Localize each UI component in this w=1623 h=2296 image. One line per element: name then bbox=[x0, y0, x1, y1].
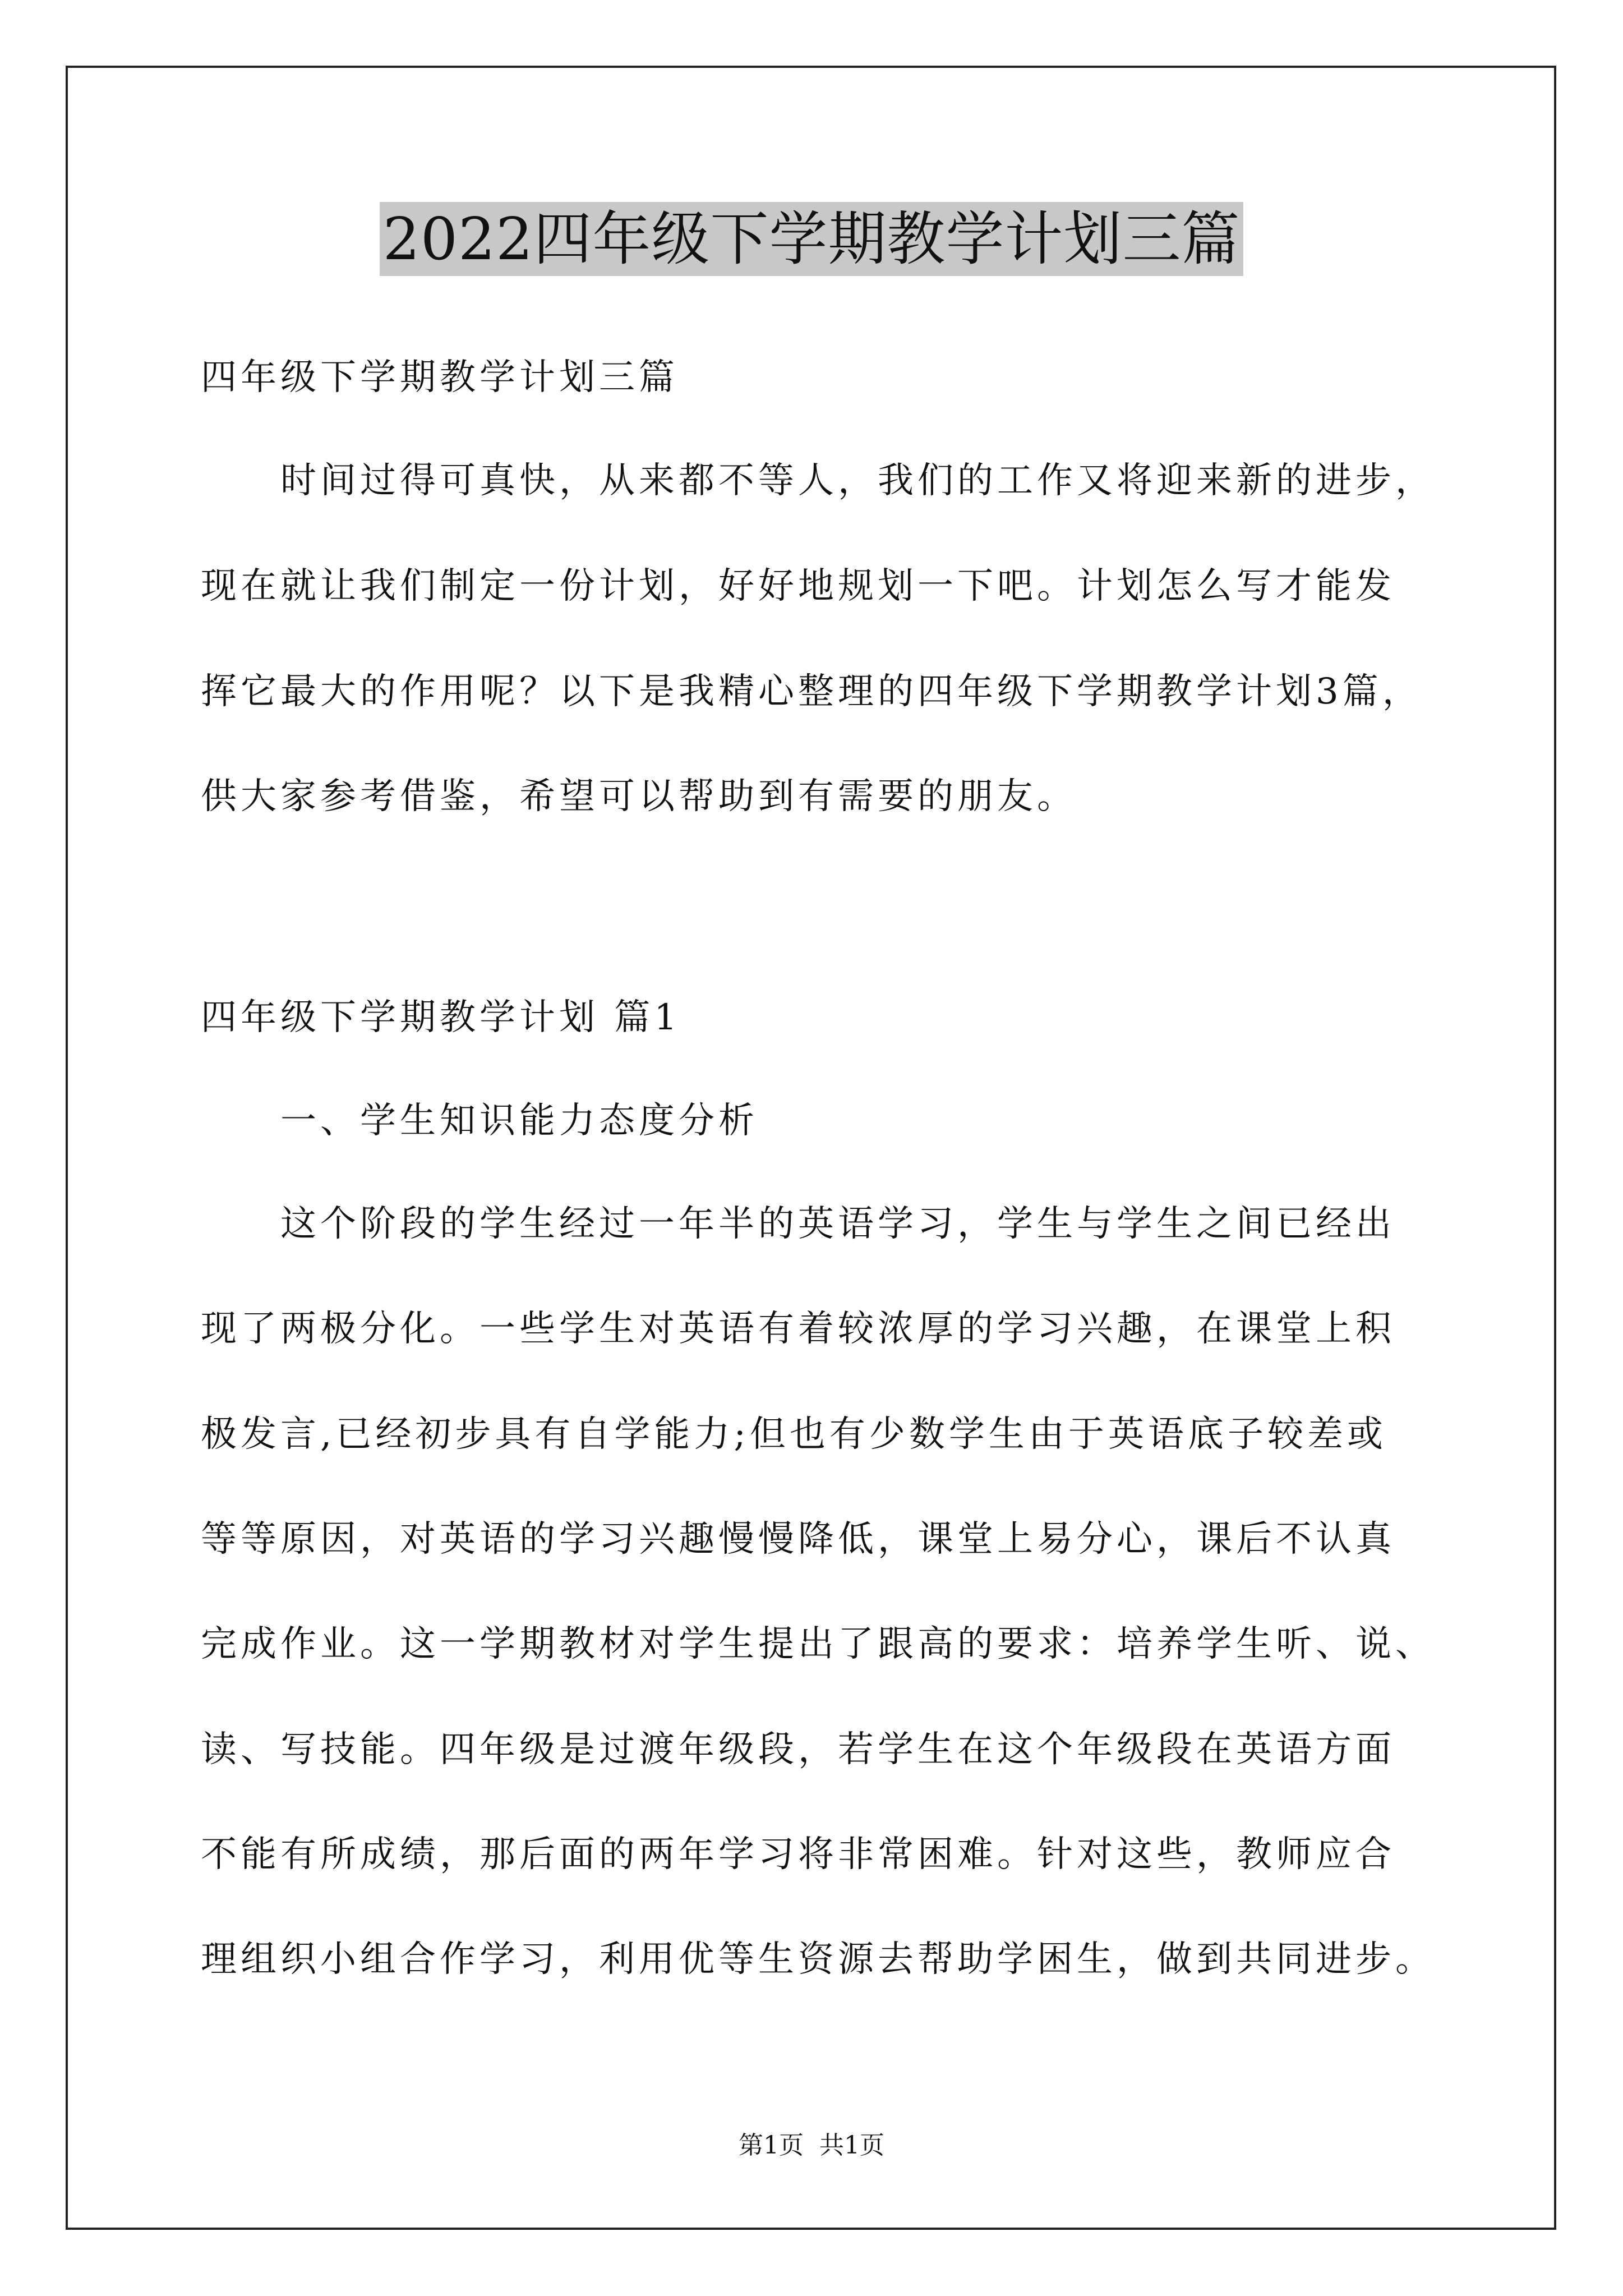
body-line-1: 这个阶段的学生经过一年半的英语学习，学生与学生之间已经出 bbox=[280, 1203, 1395, 1245]
body-line-7: 不能有所成绩，那后面的两年学习将非常困难。针对这些，教师应合 bbox=[201, 1834, 1395, 1875]
intro-line-4: 供大家参考借鉴，希望可以帮助到有需要的朋友。 bbox=[201, 776, 1077, 817]
intro-line-1: 时间过得可真快，从来都不等人，我们的工作又将迎来新的进步， bbox=[280, 460, 1435, 501]
body-line-2: 现了两极分化。一些学生对英语有着较浓厚的学习兴趣，在课堂上积 bbox=[201, 1308, 1395, 1350]
body-line-8: 理组织小组合作学习，利用优等生资源去帮助学困生，做到共同进步。 bbox=[201, 1939, 1435, 1980]
body-line-4: 等等原因，对英语的学习兴趣慢慢降低，课堂上易分心，课后不认真 bbox=[201, 1519, 1395, 1560]
body-line-5: 完成作业。这一学期教材对学生提出了跟高的要求：培养学生听、说、 bbox=[201, 1623, 1435, 1665]
intro-line-2: 现在就让我们制定一份计划，好好地规划一下吧。计划怎么写才能发 bbox=[201, 565, 1395, 607]
title-container bbox=[0, 202, 1623, 276]
body-line-6: 读、写技能。四年级是过渡年级段，若学生在这个年级段在英语方面 bbox=[201, 1729, 1395, 1770]
page-footer: 第1页 共1页 bbox=[739, 2131, 884, 2160]
section-heading: 四年级下学期教学计划 篇1 bbox=[201, 997, 681, 1038]
subheading: 一、学生知识能力态度分析 bbox=[280, 1100, 758, 1142]
document-title: 2022四年级下学期教学计划三篇 bbox=[380, 202, 1244, 276]
intro-line-3: 挥它最大的作用呢？以下是我精心整理的四年级下学期教学计划3篇， bbox=[201, 671, 1422, 712]
body-line-3: 极发言,已经初步具有自学能力;但也有少数学生由于英语底子较差或 bbox=[201, 1414, 1387, 1455]
document-subtitle: 四年级下学期教学计划三篇 bbox=[201, 357, 679, 398]
